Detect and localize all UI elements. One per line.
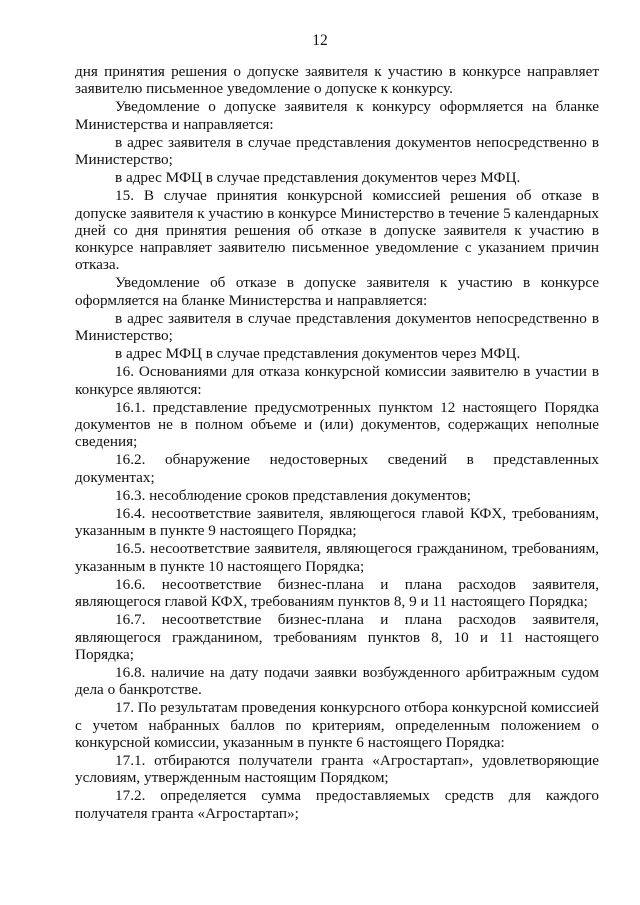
paragraph-address-mfc-2: в адрес МФЦ в случае представления документов через МФЦ. — [115, 345, 521, 363]
paragraph-15: 15. В случае принятия конкурсной комиссией решения об отказе в допуске заявителя к участию в конкурсе Министерство в течение 5 календарных дней со дня принятия решения об отказе в допуске заявителя к участию в конкурсе направляет заявителю письменное уведомление с указанием причин отказа. — [75, 187, 599, 274]
paragraph-16-6: 16.6. несоответствие бизнес-плана и плана расходов заявителя, являющегося главой КФХ, требованиям пунктов 8, 9 и 11 настоящего Порядка; — [75, 575, 599, 611]
document-body — [75, 63, 599, 823]
paragraph-address-applicant-2: в адрес заявителя в случае представления документов непосредственно в Министерство; — [75, 309, 599, 345]
paragraph-16: 16. Основаниями для отказа конкурсной комиссии заявителю в участии в конкурсе являются: — [75, 363, 599, 398]
paragraph-refusal-notice: Уведомление об отказе в допуске заявителя к участию в конкурсе оформляется на бланке Министерства и направляется: — [75, 274, 599, 309]
paragraph-16-8: 16.8. наличие на дату подачи заявки возбужденного арбитражным судом дела о банкротстве. — [75, 663, 599, 699]
paragraph-17-1: 17.1. отбираются получатели гранта «Агростартап», удовлетворяющие условиям, утвержденным настоящим Порядком; — [75, 751, 599, 787]
paragraph-continuation: дня принятия решения о допуске заявителя к участию в конкурсе направляет заявителю письменное уведомление о допуске к конкурсу. — [75, 63, 599, 98]
paragraph-17-2: 17.2. определяется сумма предоставляемых средств для каждого получателя гранта «Агростартап»; — [75, 787, 599, 822]
paragraph-17: 17. По результатам проведения конкурсного отбора конкурсной комиссией с учетом набранных баллов по критериям, определенным положением о конкурсной комиссии, указанным в пункте 6 настоящего Порядка: — [75, 699, 599, 751]
paragraph-address-mfc: в адрес МФЦ в случае представления документов через МФЦ. — [115, 169, 521, 187]
paragraph-16-5: 16.5. несоответствие заявителя, являющегося гражданином, требованиям, указанным в пункте 10 настоящего Порядка; — [75, 540, 599, 575]
paragraph-16-1: 16.1. представление предусмотренных пунктом 12 настоящего Порядка документов не в полном объеме и (или) документов, содержащих неполные сведения; — [75, 398, 599, 451]
paragraph-16-3: 16.3. несоблюдение сроков представления документов; — [115, 486, 472, 504]
paragraph-16-2: 16.2. обнаружение недостоверных сведений в представленных документах; — [75, 451, 599, 486]
paragraph-16-7: 16.7. несоответствие бизнес-плана и плана расходов заявителя, являющегося гражданином, требованиям пунктов 8, 10 и 11 настоящего Порядка; — [75, 611, 599, 663]
page-number: 12 — [312, 32, 328, 49]
paragraph-address-applicant: в адрес заявителя в случае представления документов непосредственно в Министерство; — [75, 133, 599, 169]
paragraph-admission-notice: Уведомление о допуске заявителя к конкурсу оформляется на бланке Министерства и направляется: — [75, 98, 599, 133]
paragraph-16-4: 16.4. несоответствие заявителя, являющегося главой КФХ, требованиям, указанным в пункте 9 настоящего Порядка; — [75, 505, 599, 540]
